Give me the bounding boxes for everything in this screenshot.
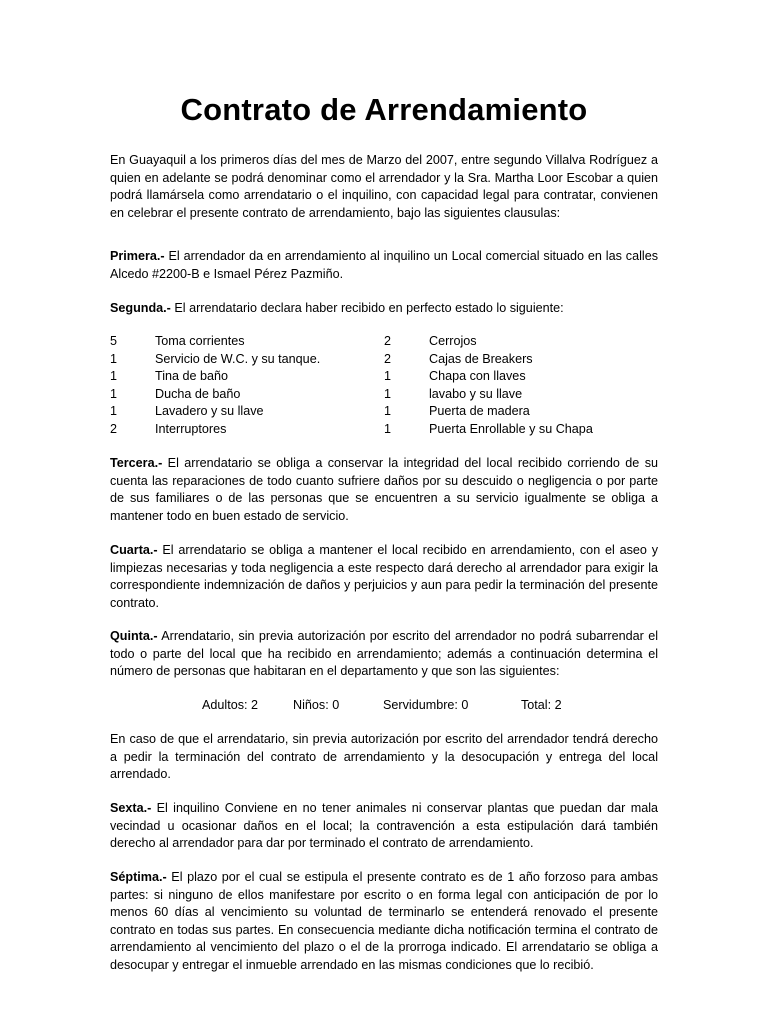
clause-text: Arrendatario, sin previa autorización por escrito del arrendador no podrá subarrendar el todo o parte del local que ha recibido en arrendamiento; además a continuación determina el número de personas que habitaran en el departamento y que son las siguientes: xyxy=(110,629,658,678)
item-name: Tina de baño xyxy=(155,369,229,383)
item-name: Cajas de Breakers xyxy=(429,351,533,366)
item-qty: 1 xyxy=(110,386,118,401)
clause-septima xyxy=(110,869,658,974)
count-ninos: Niños: 0 xyxy=(293,698,340,712)
clause-text: El arrendatario se obliga a mantener el local recibido en arrendamiento, con el aseo y limpiezas necesarias y toda negligencia a este respecto dará derecho al arrendador para exigir la correspondiente indemnización de daños y perjuicios y aun para pedir la terminación del presente contrato. xyxy=(110,543,658,610)
clause-label: Tercera.- xyxy=(110,456,163,470)
table-row xyxy=(110,333,593,351)
clause-primera xyxy=(110,248,658,283)
clause-label: Séptima.- xyxy=(110,870,167,884)
caso-paragraph: En caso de que el arrendatario, sin previa autorización por escrito del arrendador tendrá derecho a pedir la terminación del contrato de arrendamiento y la desocupación y entrega del local arrendado. xyxy=(110,732,658,781)
item-qty: 1 xyxy=(384,404,392,418)
table-row xyxy=(110,368,593,386)
clause-text: El arrendatario se obliga a conservar la integridad del local recibido corriendo de su cuenta las reparaciones de todo cuanto sufriere daños por su descuido o negligencia o por parte de sus familiares o de las personas que se encuentren a su servicio igualmente se obliga a mantener todo en buen estado de servicio. xyxy=(110,456,658,523)
clause-tercera xyxy=(110,455,658,525)
count-servidumbre: Servidumbre: 0 xyxy=(383,698,469,712)
item-qty: 1 xyxy=(384,421,392,436)
clause-text: El arrendatario declara haber recibido en perfecto estado lo siguiente: xyxy=(170,301,564,315)
clause-text: El arrendador da en arrendamiento al inquilino un Local comercial situado en las calles Alcedo #2200-B e Ismael Pérez Pazmiño. xyxy=(110,249,658,281)
document-title: Contrato de Arrendamiento xyxy=(180,92,588,127)
item-name: Puerta Enrollable y su Chapa xyxy=(429,421,593,436)
item-qty: 2 xyxy=(384,334,392,348)
item-name: Lavadero y su llave xyxy=(155,404,264,418)
item-name: Interruptores xyxy=(155,421,227,436)
table-row xyxy=(110,403,593,421)
item-name: Servicio de W.C. y su tanque. xyxy=(155,351,321,366)
clause-label: Sexta.- xyxy=(110,801,152,815)
clause-text: El inquilino Conviene en no tener animales ni conservar plantas que puedan dar mala vecindad u ocasionar daños en el local; la contravención a esta estipulación dará también derecho al arrendador para dar por terminado el contrato de arrendamiento. xyxy=(110,801,658,850)
item-name: Toma corrientes xyxy=(155,334,245,348)
item-name: Cerrojos xyxy=(429,334,477,348)
item-name: Chapa con llaves xyxy=(429,369,526,383)
item-qty: 1 xyxy=(110,404,118,418)
clause-quinta xyxy=(110,628,658,681)
item-qty: 2 xyxy=(110,421,118,436)
item-qty: 5 xyxy=(110,334,118,348)
item-qty: 1 xyxy=(110,369,118,383)
clause-label: Segunda.- xyxy=(110,301,171,315)
intro-paragraph: En Guayaquil a los primeros días del mes de Marzo del 2007, entre segundo Villalva Rodríguez a quien en adelante se podrá denominar como el arrendador y la Sra. Martha Loor Escobar a quien podrá llamársela como arrendatario o el inquilino, con capacidad legal para contratar, convienen en celebrar el presente contrato de arrendamiento, bajo las siguientes clausulas: xyxy=(110,153,658,220)
clause-text: El plazo por el cual se estipula el presente contrato es de 1 año forzoso para ambas partes: si ninguno de ellos manifestare por escrito o en forma legal con anticipación de por lo menos 60 días al vencimiento su voluntad de terminarlo se entenderá renovado el presente contrato en todas sus partes. En consecuencia mediante dicha notificación termina el contrato de arrendamiento al vencimiento del plazo o el de la prorroga indicado. El arrendatario se obliga a desocupar y entregar el inmueble arrendado en las mismas condiciones que lo recibió. xyxy=(110,870,658,972)
item-qty: 1 xyxy=(384,386,392,401)
clause-label: Quinta.- xyxy=(110,629,158,643)
item-qty: 1 xyxy=(384,369,392,383)
count-adultos: Adultos: 2 xyxy=(202,698,259,712)
item-qty: 1 xyxy=(110,351,118,366)
item-name: lavabo y su llave xyxy=(429,386,523,401)
count-total: Total: 2 xyxy=(521,698,562,712)
clause-label: Cuarta.- xyxy=(110,543,158,557)
table-row xyxy=(110,386,593,404)
clause-label: Primera.- xyxy=(110,249,165,263)
table-row xyxy=(110,421,593,439)
clause-segunda xyxy=(110,300,658,318)
items-table xyxy=(110,333,593,438)
clause-cuarta xyxy=(110,542,658,612)
table-row xyxy=(110,351,593,369)
item-qty: 2 xyxy=(384,351,392,366)
item-name: Ducha de baño xyxy=(155,386,241,401)
item-name: Puerta de madera xyxy=(429,404,530,418)
clause-sexta xyxy=(110,800,658,853)
